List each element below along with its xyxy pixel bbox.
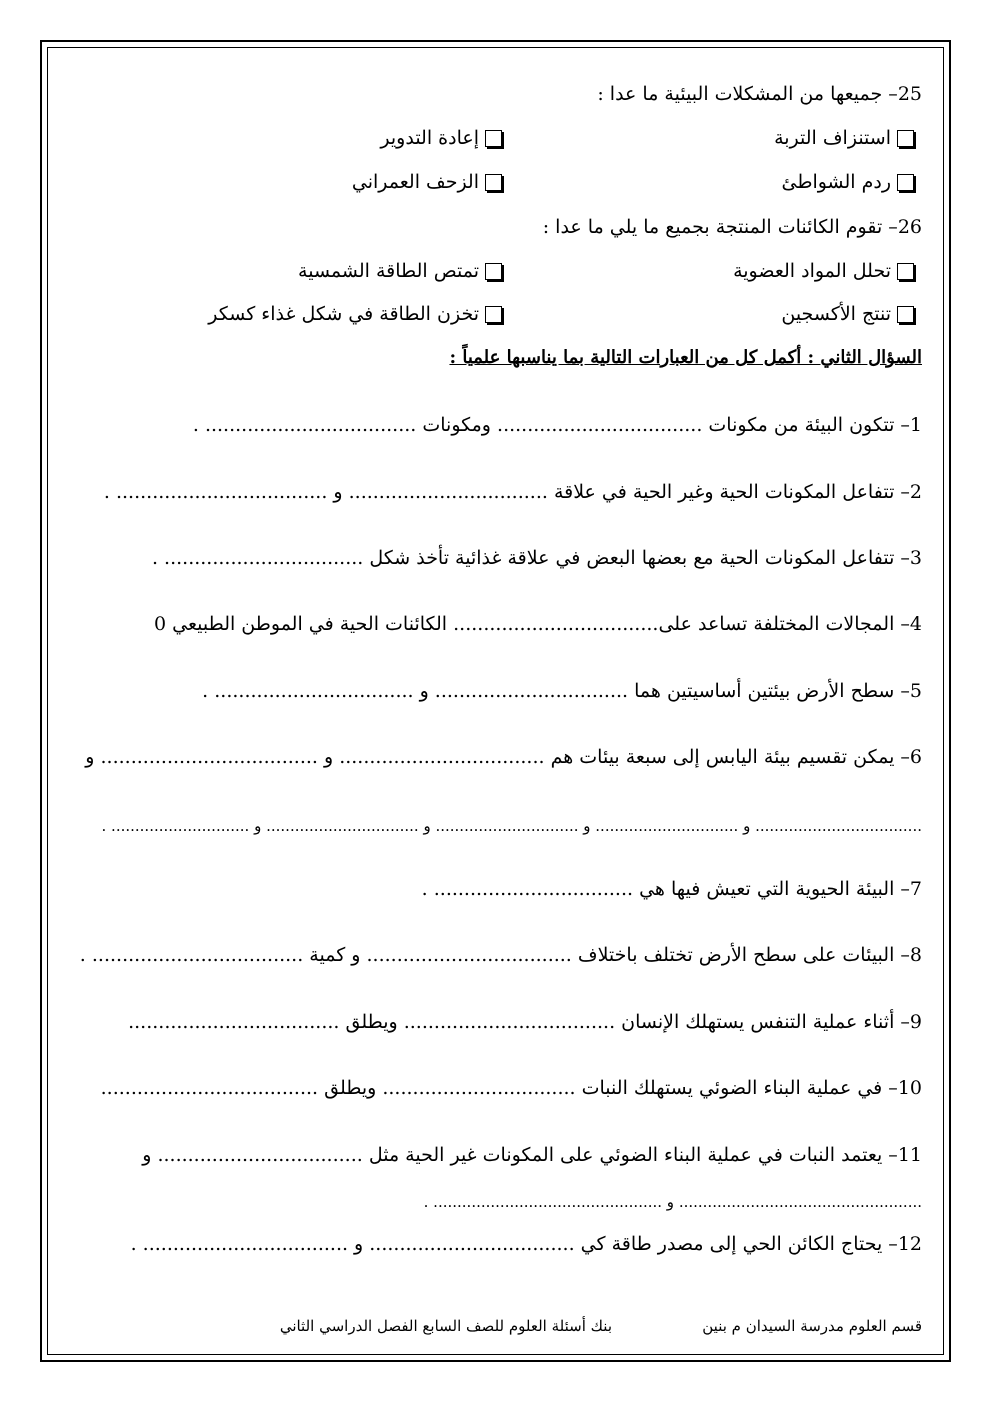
q26-option-decompose[interactable]: تحلل المواد العضوية [733, 259, 914, 283]
fill-item-4: 4– المجالات المختلفة تساعد على.................................. الكائنات الحية في الموطن الطبيعي 0 [154, 613, 922, 635]
fill-item-9: 9– أثناء عملية التنفس يستهلك الإنسان ................................... ويطلق ................................... [128, 1011, 922, 1033]
q25-option-coast-filling[interactable]: ردم الشواطئ [781, 170, 914, 194]
checkbox[interactable] [897, 130, 914, 147]
checkbox[interactable] [485, 306, 502, 323]
fill-item-6-continued: ................................... و .............................. و .............................. و ................................ و ............................. . [101, 817, 922, 835]
q26-option-produce-oxygen[interactable]: تنتج الأكسجين [781, 302, 914, 326]
checkbox[interactable] [485, 174, 502, 191]
fill-item-7: 7– البيئة الحيوية التي تعيش فيها هي ................................. . [421, 878, 922, 900]
fill-item-11-continued: ................................................... و ................................................ . [423, 1193, 922, 1211]
fill-item-12: 12– يحتاج الكائن الحي إلى مصدر طاقة كي .................................. و .................................. . [130, 1233, 922, 1255]
question-26-stem: 26– تقوم الكائنات المنتجة بجميع ما يلي ما عدا : [542, 216, 922, 238]
fill-item-5: 5– سطح الأرض بيئتين أساسيتين هما ................................ و ................................. . [202, 680, 922, 702]
checkbox[interactable] [485, 130, 502, 147]
fill-item-10: 10– في عملية البناء الضوئي يستهلك النبات ................................ ويطلق .................................... [100, 1077, 922, 1099]
fill-item-11: 11– يعتمد النبات في عملية البناء الضوئي على المكونات غير الحية مثل .................................. و [142, 1144, 922, 1166]
q26-option-absorb-solar[interactable]: تمتص الطاقة الشمسية [298, 259, 502, 283]
q25-option-recycling[interactable]: إعادة التدوير [380, 126, 502, 150]
q25-option-soil-depletion[interactable]: استنزاف التربة [774, 126, 914, 150]
fill-item-3: 3– تتفاعل المكونات الحية مع بعضها البعض في علاقة غذائية تأخذ شكل ................................. . [151, 547, 922, 569]
checkbox[interactable] [897, 263, 914, 280]
footer-school: قسم العلوم مدرسة السيدان م بنين [702, 1317, 922, 1335]
fill-item-6: 6– يمكن تقسيم بيئة اليابس إلى سبعة بيئات هم .................................. و .................................... و [85, 746, 922, 768]
checkbox[interactable] [485, 263, 502, 280]
checkbox[interactable] [897, 306, 914, 323]
question-25-stem: 25– جميعها من المشكلات البيئية ما عدا : [597, 83, 922, 105]
fill-item-1: 1– تتكون البيئة من مكونات .................................. ومكونات ................................... . [192, 414, 922, 436]
q26-option-store-energy[interactable]: تخزن الطاقة في شكل غذاء كسكر [208, 302, 502, 326]
section-2-title: السؤال الثاني : أكمل كل من العبارات التالية بما يناسبها علمياً : [449, 347, 922, 368]
fill-item-2: 2– تتفاعل المكونات الحية وغير الحية في علاقة ................................. و ................................... . [103, 481, 922, 503]
q25-option-urban-sprawl[interactable]: الزحف العمراني [352, 170, 502, 194]
footer-question-bank: بنك أسئلة العلوم للصف السابع الفصل الدراسي الثاني [279, 1317, 612, 1335]
fill-item-8: 8– البيئات على سطح الأرض تختلف باختلاف .................................. و كمية ................................... . [79, 944, 922, 966]
checkbox[interactable] [897, 174, 914, 191]
